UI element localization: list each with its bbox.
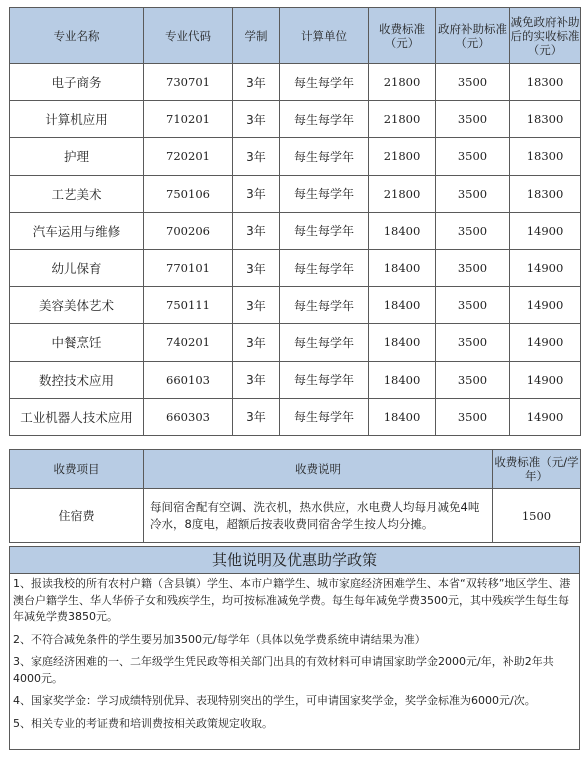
major-code-cell: 720201 xyxy=(144,138,233,175)
unit-cell: 每生每学年 xyxy=(280,287,369,324)
header-major-code: 专业代码 xyxy=(144,8,233,64)
table-row xyxy=(10,212,581,249)
years-cell: 3年 xyxy=(233,361,280,398)
fee-cell: 18400 xyxy=(369,361,436,398)
table-row xyxy=(10,287,581,324)
board-item: 住宿费 xyxy=(10,489,144,543)
table-row xyxy=(10,249,581,286)
note-item: 2、不符合减免条件的学生要另加3500元/每学年（具体以免学费系统申请结果为准） xyxy=(13,632,426,646)
header-major-name: 专业名称 xyxy=(10,8,144,64)
major-name-cell: 幼儿保育 xyxy=(10,249,144,286)
fee-cell: 18400 xyxy=(369,287,436,324)
major-code-cell: 770101 xyxy=(144,249,233,286)
major-name-cell: 汽车运用与维修 xyxy=(10,212,144,249)
actual-fee-cell: 18300 xyxy=(510,64,581,101)
years-cell: 3年 xyxy=(233,138,280,175)
subsidy-cell: 3500 xyxy=(436,361,510,398)
table-row xyxy=(10,138,581,175)
note-item: 1、报读我校的所有农村户籍（含县镇）学生、本市户籍学生、城市家庭经济困难学生、本省“双转移”地区学生、港澳台户籍学生、华人华侨子女和残疾学生，均可按标准减免学费。每生每年减免学费3500元，其中残疾学生每生每年减免学费3850元。 xyxy=(13,577,571,623)
board-standard: 1500 xyxy=(493,489,581,543)
years-cell: 3年 xyxy=(233,249,280,286)
years-cell: 3年 xyxy=(233,101,280,138)
fee-cell: 18400 xyxy=(369,398,436,435)
tuition-fee-table xyxy=(9,7,581,436)
table-row xyxy=(10,64,581,101)
major-name-cell: 美容美体艺术 xyxy=(10,287,144,324)
note-item: 5、相关专业的考证费和培训费按相关政策规定收取。 xyxy=(13,716,273,730)
unit-cell: 每生每学年 xyxy=(280,101,369,138)
actual-fee-cell: 14900 xyxy=(510,361,581,398)
major-code-cell: 750106 xyxy=(144,175,233,212)
fee-cell: 18400 xyxy=(369,324,436,361)
unit-cell: 每生每学年 xyxy=(280,212,369,249)
table-row xyxy=(10,101,581,138)
header-fee-description: 收费说明 xyxy=(144,450,493,489)
subsidy-cell: 3500 xyxy=(436,324,510,361)
subsidy-cell: 3500 xyxy=(436,101,510,138)
fee-cell: 21800 xyxy=(369,101,436,138)
table-row xyxy=(10,489,581,543)
major-name-cell: 工艺美术 xyxy=(10,175,144,212)
subsidy-cell: 3500 xyxy=(436,398,510,435)
major-name-cell: 工业机器人技术应用 xyxy=(10,398,144,435)
notes-body xyxy=(10,574,579,732)
major-name-cell: 数控技术应用 xyxy=(10,361,144,398)
note-item: 3、家庭经济困难的一、二年级学生凭民政等相关部门出具的有效材料可申请国家助学金2000元/年，补助2年共4000元。 xyxy=(13,655,554,685)
actual-fee-cell: 14900 xyxy=(510,212,581,249)
table-row xyxy=(10,324,581,361)
header-years: 学制 xyxy=(233,8,280,64)
major-name-cell: 护理 xyxy=(10,138,144,175)
subsidy-cell: 3500 xyxy=(436,64,510,101)
note-item: 4、国家奖学金：学习成绩特别优异、表现特别突出的学生，可申请国家奖学金，奖学金标准为6000元/次。 xyxy=(13,694,536,707)
actual-fee-cell: 18300 xyxy=(510,101,581,138)
unit-cell: 每生每学年 xyxy=(280,175,369,212)
major-code-cell: 710201 xyxy=(144,101,233,138)
header-fee-item: 收费项目 xyxy=(10,450,144,489)
actual-fee-cell: 14900 xyxy=(510,324,581,361)
fee-cell: 21800 xyxy=(369,175,436,212)
subsidy-cell: 3500 xyxy=(436,249,510,286)
fee-cell: 21800 xyxy=(369,64,436,101)
header-actual: 减免政府补助后的实收标准（元） xyxy=(510,8,581,64)
major-code-cell: 740201 xyxy=(144,324,233,361)
subsidy-cell: 3500 xyxy=(436,287,510,324)
major-code-cell: 700206 xyxy=(144,212,233,249)
years-cell: 3年 xyxy=(233,324,280,361)
fee-cell: 18400 xyxy=(369,212,436,249)
major-code-cell: 660103 xyxy=(144,361,233,398)
board-description: 每间宿舍配有空调、洗衣机，热水供应，水电费人均每月减免4吨冷水，8度电，超额后按表收费同宿舍学生按人均分摊。 xyxy=(144,489,493,543)
years-cell: 3年 xyxy=(233,212,280,249)
unit-cell: 每生每学年 xyxy=(280,324,369,361)
header-fee-standard: 收费标准（元/学年） xyxy=(493,450,581,489)
unit-cell: 每生每学年 xyxy=(280,361,369,398)
subsidy-cell: 3500 xyxy=(436,212,510,249)
years-cell: 3年 xyxy=(233,398,280,435)
years-cell: 3年 xyxy=(233,287,280,324)
fee-cell: 18400 xyxy=(369,249,436,286)
unit-cell: 每生每学年 xyxy=(280,249,369,286)
unit-cell: 每生每学年 xyxy=(280,138,369,175)
unit-cell: 每生每学年 xyxy=(280,64,369,101)
policy-notes-box xyxy=(9,546,580,750)
subsidy-cell: 3500 xyxy=(436,138,510,175)
major-name-cell: 中餐烹饪 xyxy=(10,324,144,361)
actual-fee-cell: 14900 xyxy=(510,398,581,435)
major-code-cell: 750111 xyxy=(144,287,233,324)
header-subsidy: 政府补助标准（元） xyxy=(436,8,510,64)
table-row xyxy=(10,361,581,398)
subsidy-cell: 3500 xyxy=(436,175,510,212)
major-code-cell: 660303 xyxy=(144,398,233,435)
unit-cell: 每生每学年 xyxy=(280,398,369,435)
table-row xyxy=(10,175,581,212)
actual-fee-cell: 18300 xyxy=(510,138,581,175)
years-cell: 3年 xyxy=(233,175,280,212)
years-cell: 3年 xyxy=(233,64,280,101)
actual-fee-cell: 14900 xyxy=(510,287,581,324)
actual-fee-cell: 18300 xyxy=(510,175,581,212)
notes-title: 其他说明及优惠助学政策 xyxy=(10,547,579,574)
major-name-cell: 计算机应用 xyxy=(10,101,144,138)
header-unit: 计算单位 xyxy=(280,8,369,64)
actual-fee-cell: 14900 xyxy=(510,249,581,286)
fee-table-header-row xyxy=(10,8,581,64)
header-fee: 收费标准（元） xyxy=(369,8,436,64)
major-code-cell: 730701 xyxy=(144,64,233,101)
table-row xyxy=(10,398,581,435)
fee-cell: 21800 xyxy=(369,138,436,175)
major-name-cell: 电子商务 xyxy=(10,64,144,101)
boarding-fee-table xyxy=(9,449,581,543)
board-table-header-row xyxy=(10,450,581,489)
